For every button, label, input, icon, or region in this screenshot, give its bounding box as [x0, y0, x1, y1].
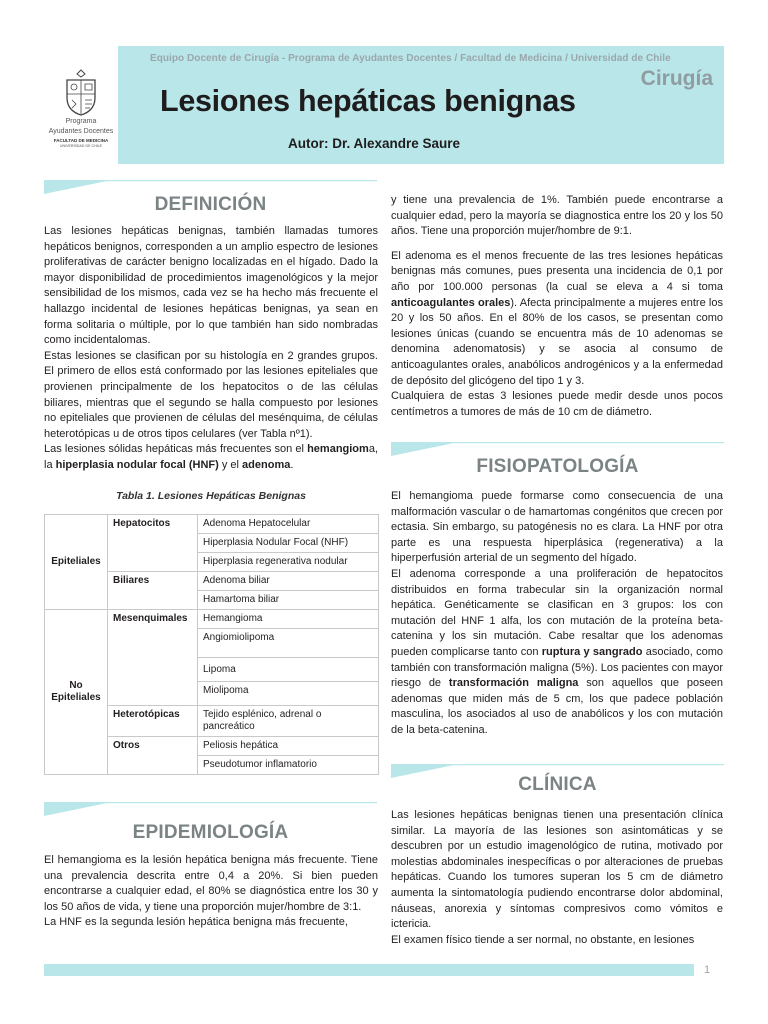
header-area: Cirugía — [640, 67, 713, 90]
table-cell: Miolipoma — [198, 682, 379, 706]
logo-line1: Programa — [65, 118, 97, 125]
university-seal-icon — [64, 68, 98, 116]
definicion-p2: Estas lesiones se clasifican por su histología en 2 grandes grupos. El primero de ellos está conformado por las lesiones epiteliales que provienen principalmente de los hepatocitos o de las células biliares, mientras que el segundo se halla compuesto por lesiones no epiteliales que provienen de células del mesénquima, de células heterotópicas u de otros tipos celulares (ver Tabla nº1). — [44, 349, 378, 440]
right-p3: Cualquiera de estas 3 lesiones puede medir desde unos pocos centímetros a tumores de más de 10 cm de diámetro. — [391, 390, 723, 418]
table-cell: Hamartoma biliar — [198, 591, 379, 610]
definicion-text — [44, 224, 378, 474]
table-cell: Hiperplasia Nodular Focal (NHF) — [198, 534, 379, 553]
table-row — [45, 610, 379, 629]
right-p1: y tiene una prevalencia de 1%. También puede encontrarse a cualquier edad, pero la mayoría se diagnostica entre los 20 y los 50 años. Tiene una proporción mujer/hombre de 9:1. — [391, 194, 723, 238]
table-cell: Lipoma — [198, 658, 379, 682]
right-p2: El adenoma es el menos frecuente de las tres lesiones hepáticas benignas más comunes, pues presenta una incidencia de 0,1 por año por 100.000 personas (la cual se eleva a 4 si toma anticoagulantes orales). Afecta principalmente a mujeres entre los 20 y los 50 años. En el 80% de los casos, se presentan como lesiones únicas (cuando se encuentra más de 10 adenomas se denomina adenomatosis) y se asocia al consumo de anticoagulantes orales, anabólicos androgénicos y a la enfermedad de depósito del glicógeno del tipo 1 y 3. — [391, 249, 723, 387]
sub-biliares: Biliares — [108, 572, 198, 610]
section-title: EPIDEMIOLOGÍA — [132, 822, 289, 843]
table-cell: Peliosis hepática — [198, 737, 379, 756]
clinica-p1: Las lesiones hepáticas benignas tienen una presentación clínica similar. La mayoría de las lesiones son asintomáticas y se descubren por un estudio imagenológico de rutina, motivado por molestias abdominales inespecíficas o por alteraciones de pruebas hepáticas. Cuando los tumores superan los 5 cm de diámetro aumenta la sintomatología pudiendo encontrarse dolor abdominal, náuseas, anorexia y síntomas compresivos como vómitos e ictericia. — [391, 809, 723, 931]
logo-line2: Ayudantes Docentes — [48, 128, 114, 135]
logo-university: UNIVERSIDAD DE CHILE — [59, 144, 103, 148]
sub-mesenquimales: Mesenquimales — [108, 610, 198, 706]
sub-hepatocitos: Hepatocitos — [108, 515, 198, 572]
sub-heterotopicas: Heterotópicas — [108, 706, 198, 737]
page-author: Autor: Dr. Alexandre Saure — [288, 136, 461, 151]
header-banner — [118, 46, 724, 164]
group-epiteliales: Epiteliales — [45, 515, 108, 610]
clinica-p2: El examen físico tiende a ser normal, no obstante, en lesiones — [391, 933, 695, 946]
page-number: 1 — [704, 964, 711, 976]
table-cell: Hemangioma — [198, 610, 379, 629]
footer-bar — [44, 964, 694, 976]
section-epidemiologia — [44, 802, 377, 846]
definicion-p3: Las lesiones sólidas hepáticas más frecuentes son el hemangioma, la hiperplasia nodular focal (HNF) y el adenoma. — [44, 443, 378, 471]
section-rule-icon — [44, 180, 377, 194]
fisiopatologia-text — [391, 489, 723, 739]
section-fisiopatologia — [391, 442, 724, 484]
table-cell: Adenoma biliar — [198, 572, 379, 591]
page-title: Lesiones hepáticas benignas — [160, 84, 576, 118]
table-cell: Angiomiolipoma — [198, 629, 379, 658]
section-clinica — [391, 764, 724, 804]
table-caption: Tabla 1. Lesiones Hepáticas Benignas — [116, 490, 306, 502]
epidemiologia-continued — [391, 193, 723, 420]
epidemiologia-p1: El hemangioma es la lesión hepática benigna más frecuente. Tiene una prevalencia descrita entre 0,4 a 20%. Si bien pueden encontrarse a cualquier edad, el 80% se diagnóstica entre los 30 y los 50 años de vida, y tiene una proporción mujer/hombre de 3:1. — [44, 854, 378, 913]
clinica-text — [391, 808, 723, 948]
sub-otros: Otros — [108, 737, 198, 775]
fisiopatologia-p2: El adenoma corresponde a una proliferación de hepatocitos distribuidos en forma trabecular sin la organización normal hepática. Genéticamente se clasifican en 3 grupos: los con mutación del HNF 1 alfa, los con mutación de la proteína beta-catenina y los sin mutación. Cabe resaltar que los adenomas pueden complicarse tanto con ruptura y sangrado asociado, como también con transformación maligna (5%). Los pacientes con mayor riesgo de transformación maligna son aquellos que poseen adenomas que miden más de 5 cm, los que padece población masculina, los asociados al uso de anabólicos y los con mutación de la beta-catenina. — [391, 567, 723, 736]
table-cell: Pseudotumor inflamatorio — [198, 756, 379, 775]
logo-faculty: FACULTAD DE MEDICINA — [53, 138, 109, 143]
group-no-epiteliales: No Epiteliales — [45, 610, 108, 775]
section-definicion — [44, 180, 377, 220]
definicion-p1: Las lesiones hepáticas benignas, también llamadas tumores hepáticos benignos, corresponden a un amplio espectro de lesiones proliferativas de carácter benigno localizadas en el hígado. Dado la mayor disponibilidad de procedimientos imagenológicos y la mejor sensibilidad de los mismos, cada vez se ha hecho más frecuente el hallazgo incidental de lesiones hepáticas benignas, ya sean en forma solitaria o múltiple, por lo que también han sido nombradas como incidentalomas. — [44, 225, 378, 347]
epidemiologia-p2: La HNF es la segunda lesión hepática benigna más frecuente, — [44, 916, 348, 929]
epidemiologia-text — [44, 853, 378, 931]
section-rule-icon — [44, 802, 377, 816]
fisiopatologia-p1: El hemangioma puede formarse como consecuencia de una malformación vascular o de hamartomas congénitos que crecen por ectasia. Sin embargo, su patogénesis no es clara. La HNF por otra parte es una respuesta hiperplásica (regenerativa) a la hiperperfusión arterial de un segmento del hígado. — [391, 490, 723, 565]
table-row — [45, 515, 379, 534]
section-title: FISIOPATOLOGÍA — [476, 456, 639, 477]
table-cell: Adenoma Hepatocelular — [198, 515, 379, 534]
section-rule-icon — [391, 442, 724, 456]
header-subtitle: Equipo Docente de Cirugía - Programa de Ayudantes Docentes / Facultad de Medicina / Universidad de Chile — [150, 53, 671, 64]
university-logo — [44, 46, 118, 164]
table-cell: Tejido esplénico, adrenal o pancreático — [198, 706, 379, 737]
section-title: CLÍNICA — [518, 774, 597, 795]
table-cell: Hiperplasia regenerativa nodular — [198, 553, 379, 572]
section-title: DEFINICIÓN — [154, 194, 267, 215]
lesions-table — [44, 514, 379, 775]
